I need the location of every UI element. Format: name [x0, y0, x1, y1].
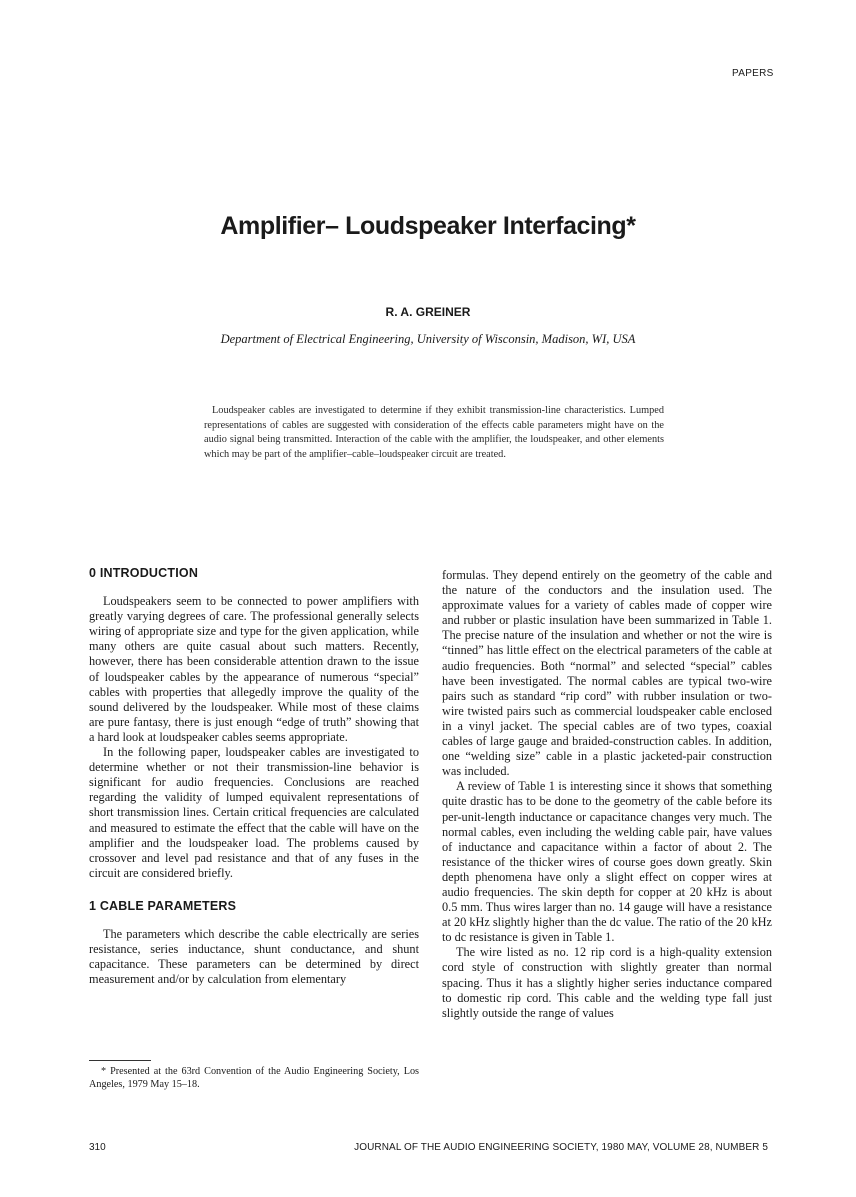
- paragraph: formulas. They depend entirely on the geometry of the cable and the nature of the conductors and the insulation used. The approximate values for a variety of cables made of copper wire and rubber or plastic insulation have been summarized in Table 1. The precise nature of the insulation and whether or not the wire is “tinned” has little effect on the electrical parameters of the cable at audio frequencies. Both “normal” and selected “special” cables have been investigated. The normal cables are typical two-wire pairs such as standard “rip cord” with rubber insulation or two-wire twisted pairs such as commercial loudspeaker cable enclosed in a vinyl jacket. The special cables are of two types, coaxial cables of large gauge and braided-construction cables. In addition, one “welding size” cable in a plastic jacketed-pair construction was included.: [442, 568, 772, 779]
- abstract: Loudspeaker cables are investigated to determine if they exhibit transmission-line characteristics. Lumped representations of cables are suggested with consideration of the effects cable parameters might have on the audio signal being transmitted. Interaction of the cable with the amplifier, the loudspeaker, and other elements which may be part of the amplifier–cable–loudspeaker circuit are treated.: [204, 405, 664, 461]
- author-name: R. A. GREINER: [385, 305, 471, 319]
- author-affiliation: Department of Electrical Engineering, University of Wisconsin, Madison, WI, USA: [220, 332, 636, 346]
- paragraph: The wire listed as no. 12 rip cord is a high-quality extension cord style of construction with slightly greater than normal spacing. Thus it has a slightly higher series inductance compared to domestic rip cord. This cable and the welding type fall just slightly outside the range of values: [442, 945, 772, 1020]
- left-column: [89, 566, 419, 987]
- paragraph: A review of Table 1 is interesting since it shows that something quite drastic has to be done to the geometry of the cable before its per-unit-length inductance or capacitance changes very much. The normal cables, even including the welding cable pair, have values of inductance and capacitance within a factor of about 2. The resistance of the thicker wires of course goes down greatly. Skin depth phenomena have only a slight effect on copper wires at audio frequencies. The skin depth for copper at 20 kHz is about 0.5 mm. Thus wires larger than no. 14 gauge will have a resistance at 20 kHz slightly higher than the dc value. The ratio of the 20 kHz to dc resistance is given in Table 1.: [442, 779, 772, 945]
- footnote-rule: [89, 1060, 151, 1061]
- footnote: * Presented at the 63rd Convention of the Audio Engineering Society, Los Angeles, 1979 May 15–18.: [89, 1066, 419, 1090]
- right-column: [442, 568, 772, 1021]
- paragraph: In the following paper, loudspeaker cables are investigated to determine whether or not their transmission-line behavior is significant for audio frequencies. Conclusions are reached regarding the validity of lumped equivalent representations of short transmission lines. Certain critical frequencies are calculated and measured to estimate the effect that the cable will have on the amplifier and the loudspeaker load. The problems caused by crossover and level pad resistance and that of any fuses in the circuit are considered briefly.: [89, 745, 419, 880]
- paper-title: Amplifier– Loudspeaker Interfacing*: [220, 212, 636, 240]
- journal-footer: JOURNAL OF THE AUDIO ENGINEERING SOCIETY, 1980 MAY, VOLUME 28, NUMBER 5: [354, 1142, 768, 1153]
- page-number: 310: [89, 1142, 106, 1153]
- paragraph: Loudspeakers seem to be connected to power amplifiers with greatly varying degrees of care. The professional generally selects wiring of appropriate size and type for the given application, while many others are quite casual about such matters. Recently, however, there has been considerable attention drawn to the issue of loudspeaker cables by the appearance of numerous “special” cables with properties that allegedly improve the quality of the sound delivered by the loudspeaker. While most of these claims are pure fantasy, there is just enough “edge of truth” showing that a hard look at loudspeaker cables seems appropriate.: [89, 594, 419, 744]
- running-head: PAPERS: [732, 68, 774, 79]
- section-heading-cable-parameters: 1 CABLE PARAMETERS: [89, 898, 237, 913]
- paragraph: The parameters which describe the cable electrically are series resistance, series inductance, shunt conductance, and shunt capacitance. These parameters can be determined by direct measurement and/or by calculation from elementary: [89, 926, 419, 987]
- section-heading-introduction: 0 INTRODUCTION: [89, 566, 199, 580]
